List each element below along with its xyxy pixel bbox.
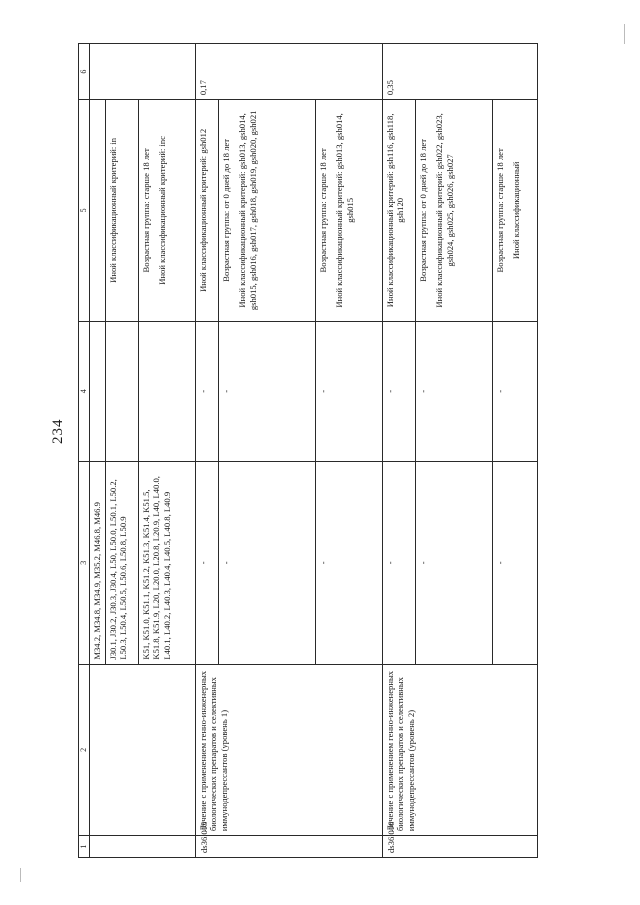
cell-coefficient: 0,35 [382, 44, 537, 100]
col-header-2: 2 [79, 664, 90, 836]
cell-diagnosis-codes: - [492, 461, 537, 664]
cell-diagnosis-codes: J30.1, J30.2, J30.3, J30.4, L50, L50.0, L50.1, L50.2, L50.3, L50.4, L50.5, L50.6, L50.8, L50.9 [105, 461, 138, 664]
cell-criteria [218, 100, 315, 321]
cell-diagnosis-codes: - [195, 461, 218, 664]
cell-ksg-code: ds36.015 [195, 836, 382, 858]
col-header-5: 5 [79, 100, 90, 321]
cell-col4 [90, 321, 106, 461]
cell-diagnosis-codes: - [218, 461, 315, 664]
cell-col4: - [195, 321, 218, 461]
cell-col4: - [415, 321, 492, 461]
criteria-text: Иной классификационный критерий: gsh013, gsh014, gsh015, gsh016, gsh017, gsh018, gsh019, gsh020, gsh021 [237, 110, 259, 311]
cell-ksg-name: Лечение с применением генно-инженерных биологических препаратов и селективных иммунодепрессантов (уровень 2) [382, 664, 537, 836]
cell-criteria: Иной классификационный критерий: in [105, 100, 138, 321]
table-row [195, 44, 218, 858]
rotated-table-container [78, 43, 588, 858]
criteria-text: Иной классификационный критерий: inc [157, 135, 168, 285]
cell-coefficient: 0,17 [195, 44, 382, 100]
criteria-text: Иной классификационный критерий: gsh022, gsh023, gsh024, gsh025, gsh026, gsh027 [434, 113, 456, 308]
cell-criteria [492, 100, 537, 321]
cell-diagnosis-codes: - [382, 461, 415, 664]
criteria-text: Иной классификационный критерий: gsh013, gsh014, gsh015 [334, 113, 356, 308]
cell-col4 [105, 321, 138, 461]
age-group-text: Возрастная группа: старше 18 лет [317, 148, 328, 273]
cell-coef-empty [90, 44, 196, 100]
cell-diagnosis-codes: - [415, 461, 492, 664]
table-row [382, 44, 415, 858]
cell-criteria [315, 100, 382, 321]
cell-code-empty [90, 836, 196, 858]
cell-col4: - [492, 321, 537, 461]
klinical-groups-table [78, 43, 538, 858]
col-header-4: 4 [79, 321, 90, 461]
cell-criteria: Иной классификационный критерий: gsh116, gsh118, gsh120 [382, 100, 415, 321]
cell-criteria [138, 100, 195, 321]
cell-diagnosis-codes: - [315, 461, 382, 664]
cell-criteria [415, 100, 492, 321]
age-group-text: Возрастная группа: старше 18 лет [494, 148, 505, 273]
cell-criteria: Иной классификационный критерий: gsh012 [195, 100, 218, 321]
cell-col4 [138, 321, 195, 461]
cell-col4: - [218, 321, 315, 461]
cell-col4: - [382, 321, 415, 461]
cell-name-empty [90, 664, 196, 836]
col-header-1: 1 [79, 836, 90, 858]
col-header-6: 6 [79, 44, 90, 100]
scan-mark [20, 868, 21, 882]
cell-ksg-name: Лечение с применением генно-инженерных биологических препаратов и селективных иммунодепрессантов (уровень 1) [195, 664, 382, 836]
age-group-text: Возрастная группа: от 0 дней до 18 лет [417, 139, 428, 282]
cell-criteria [90, 100, 106, 321]
age-group-text: Возрастная группа: старше 18 лет [140, 148, 151, 273]
cell-col4: - [315, 321, 382, 461]
cell-diagnosis-codes: K51, K51.0, K51.1, K51.2, K51.3, K51.4, K51.5, K51.8, K51.9, L20, L20.0, L20.8, L20.9, L40, L40.0, L40.1, L40.2, L40.3, L40.4, L40.5, L40.8, L40.9 [138, 461, 195, 664]
cell-ksg-code: ds36.016 [382, 836, 537, 858]
scan-mark [624, 24, 625, 44]
criteria-text: Иной классификационный [511, 161, 522, 260]
cell-diagnosis-codes: M34.2, M34.8, M34.9, M35.2, M46.8, M46.9 [90, 461, 106, 664]
page-number: 234 [50, 418, 66, 444]
col-header-3: 3 [79, 461, 90, 664]
header-row [79, 44, 90, 858]
table-row [90, 44, 106, 858]
age-group-text: Возрастная группа: от 0 дней до 18 лет [220, 139, 231, 282]
